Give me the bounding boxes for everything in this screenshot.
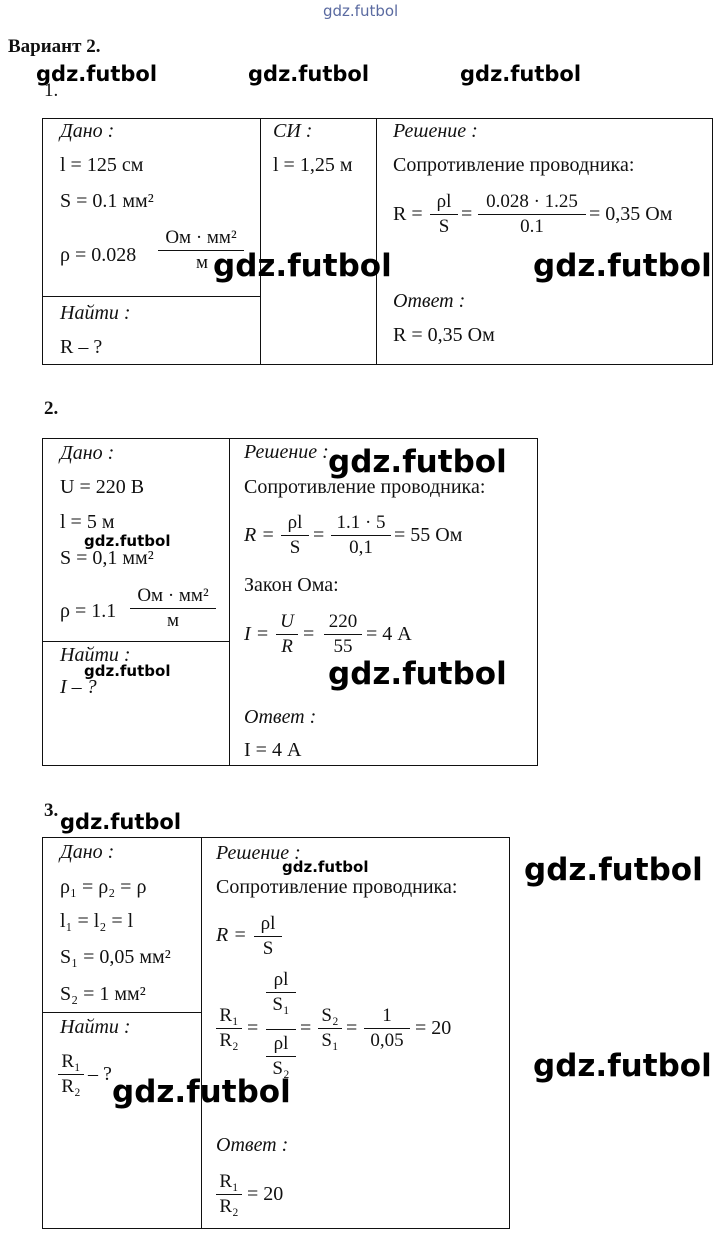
given-voltage: U = 220 В [60, 476, 145, 498]
find-label: Найти : [60, 1016, 131, 1038]
i-result: = 4 А [366, 623, 412, 645]
watermark: gdz.futbol [213, 248, 392, 284]
denominator: R₂ [219, 1196, 239, 1217]
s-ratio-fraction [318, 1004, 342, 1053]
i-fraction-1 [276, 610, 298, 659]
si-value: l = 1,25 м [273, 154, 353, 176]
ratio-fraction [216, 1004, 242, 1053]
denominator: R₂ [219, 1030, 239, 1051]
find-value: R – ? [60, 336, 103, 358]
denominator: 55 [333, 636, 353, 657]
denominator: R₂ [61, 1076, 81, 1097]
ohm-law-title: Закон Ома: [244, 574, 339, 596]
given-resistivity: ρ = 1.1 [60, 600, 117, 622]
watermark: gdz.futbol [248, 62, 370, 86]
equals: = [247, 1017, 259, 1039]
formula-result: = 0,35 Ом [589, 203, 673, 225]
r-lhs: R = [244, 524, 275, 546]
given-area-2: S₂ = 1 мм² [60, 983, 146, 1005]
denominator: R [281, 636, 293, 657]
unit-denominator: м [196, 252, 209, 273]
number-fraction [364, 1004, 410, 1053]
denominator: S [438, 216, 450, 237]
problem-1-number: 1. [44, 80, 59, 101]
answer-fraction [216, 1170, 242, 1219]
numerator: ρl [260, 913, 276, 934]
given-area: S = 0,1 мм² [60, 547, 154, 569]
numerator: ρl [273, 969, 289, 990]
given-label: Дано : [60, 841, 115, 863]
find-label: Найти : [60, 302, 131, 324]
equals: = [300, 1017, 312, 1039]
numerator: S₂ [321, 1005, 339, 1026]
equals: = [461, 203, 473, 225]
equals: = [303, 623, 315, 645]
r-fraction [254, 912, 282, 961]
watermark: gdz.futbol [282, 858, 369, 876]
denominator: S [262, 938, 274, 959]
numerator: 0.028 · 1.25 [486, 191, 578, 212]
answer-value: R = 0,35 Ом [393, 324, 495, 346]
given-length: l = 125 см [60, 154, 144, 176]
watermark: gdz.futbol [533, 1048, 712, 1084]
formula-fraction-2 [478, 190, 586, 239]
numerator: 220 [328, 611, 358, 632]
watermark: gdz.futbol [460, 62, 582, 86]
numerator: R₁ [61, 1051, 81, 1072]
solution-text: Сопротивление проводника: [393, 154, 635, 176]
numerator: ρl [287, 512, 303, 533]
given-resistivity: ρ = 0.028 [60, 244, 137, 266]
numerator: R₁ [219, 1005, 239, 1026]
problem-2-number: 2. [44, 398, 59, 419]
numerator: U [280, 611, 294, 632]
solution-label: Решение : [244, 441, 329, 463]
r-fraction-1 [281, 511, 309, 560]
find-suffix: – ? [88, 1063, 112, 1085]
answer-value: I = 4 А [244, 739, 302, 761]
answer-result: = 20 [247, 1183, 284, 1205]
r-fraction-2 [331, 511, 391, 560]
denominator: S₁ [272, 994, 290, 1015]
watermark: gdz.futbol [524, 852, 703, 888]
given-label: Дано : [60, 442, 115, 464]
watermark: gdz.futbol [60, 810, 182, 834]
denominator: S₂ [272, 1058, 290, 1079]
watermark: gdz.futbol [84, 532, 171, 550]
solution-text: Сопротивление проводника: [244, 476, 486, 498]
watermark: gdz.futbol [112, 1074, 291, 1110]
equals: = [346, 1017, 358, 1039]
i-lhs: I = [244, 623, 270, 645]
solution-text: Сопротивление проводника: [216, 876, 458, 898]
answer-label: Ответ : [244, 706, 317, 728]
given-area-1: S₁ = 0,05 мм² [60, 946, 171, 968]
given-area: S = 0.1 мм² [60, 190, 154, 212]
formula-lhs: R = [393, 203, 423, 225]
unit-numerator: Ом · мм² [165, 227, 237, 248]
numerator: 1 [382, 1005, 392, 1026]
watermark: gdz.futbol [328, 656, 507, 692]
watermark: gdz.futbol [328, 444, 507, 480]
resistivity-unit [130, 584, 216, 633]
variant-title: Вариант 2. [8, 36, 101, 57]
given-label: Дано : [60, 120, 115, 142]
given-length: l = 5 м [60, 511, 115, 533]
top-watermark: gdz.futbol [323, 2, 399, 20]
denominator: 0,05 [370, 1030, 404, 1051]
watermark: gdz.futbol [36, 62, 158, 86]
given-length: l₁ = l₂ = l [60, 910, 134, 932]
given-resistivity: ρ₁ = ρ₂ = ρ [60, 876, 147, 898]
find-value: I – ? [60, 676, 97, 698]
unit-denominator: м [166, 610, 180, 631]
solution-label: Решение : [216, 842, 301, 864]
denominator: 0.1 [520, 216, 544, 237]
numerator: 1.1 · 5 [336, 512, 386, 533]
denominator: S [289, 537, 301, 558]
unit-numerator: Ом · мм² [137, 585, 209, 606]
numerator: ρl [436, 191, 452, 212]
watermark: gdz.futbol [533, 248, 712, 284]
answer-label: Ответ : [393, 290, 466, 312]
formula-fraction-1 [430, 190, 458, 239]
problem-3-number: 3. [44, 800, 59, 821]
find-label: Найти : [60, 644, 131, 666]
answer-label: Ответ : [216, 1134, 289, 1156]
numerator: R₁ [219, 1171, 239, 1192]
i-fraction-2 [324, 610, 362, 659]
r-result: = 55 Ом [394, 524, 463, 546]
r-lhs: R = [216, 924, 247, 946]
watermark: gdz.futbol [84, 662, 171, 680]
si-label: СИ : [273, 120, 313, 142]
denominator: S₁ [321, 1030, 339, 1051]
denominator: 0,1 [349, 537, 373, 558]
find-fraction [58, 1050, 84, 1099]
ratio-result: = 20 [415, 1017, 452, 1039]
solution-label: Решение : [393, 120, 478, 142]
equals: = [313, 524, 325, 546]
numerator: ρl [273, 1033, 289, 1054]
